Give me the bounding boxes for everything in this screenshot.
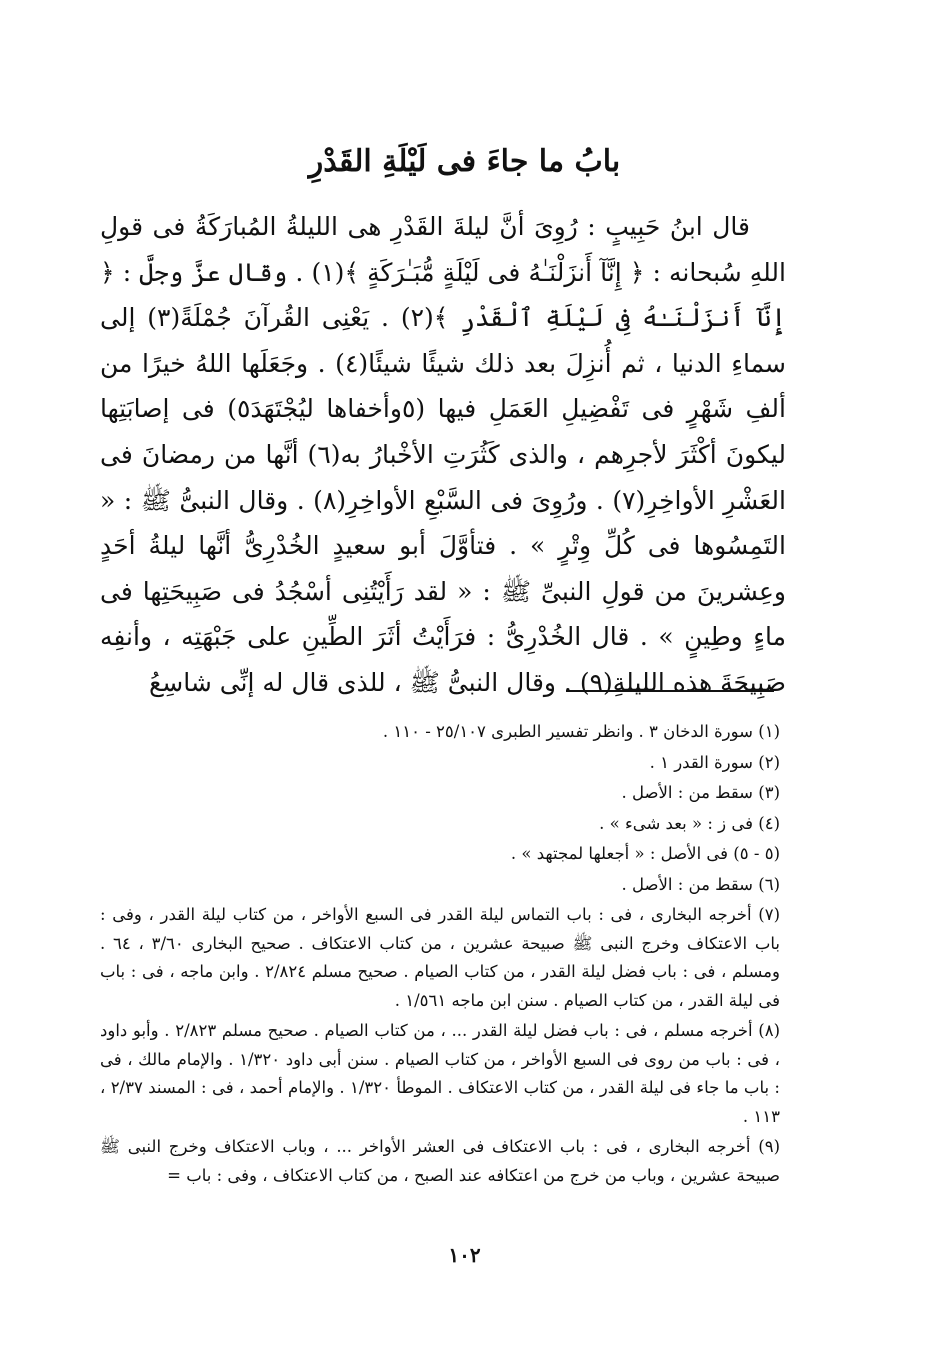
footnote-9: (٩) أخرجه البخارى ، فى : باب الاعتكاف فى العشر الأواخر ... ، وباب الاعتكاف وخرج النبى ﷺ صبيحة عشرين ، وباب من خرج من اعتكافه عند الصبح ، من كتاب الاعتكاف ، وفى : باب = — [100, 1137, 780, 1185]
footnote-5: (٥ - ٥) فى الأصل : « أجعلها لمجتهد » . — [510, 844, 780, 863]
main-paragraph: قال ابنُ حَبِيبٍ : رُوِىَ أنَّ ليلةَ القَدْرِ هى الليلةُ المُبارَكَةُ فى قولِ اللهِ سُبحانه : ﴿ إِنَّآ أَنزَلْنَـٰهُ فى لَيْلَةٍ مُّبَـٰرَكَةٍ ﴾(١) . وقال عزَّ وجلَّ : ﴿ إِنَّآ أَنزَلْنَـٰهُ فِى لَيْلَةِ ٱلْقَدْرِ ﴾(٢) . يَعْنِى القُرآنَ جُمْلَةً(٣) إلى سماءِ الدنيا ، ثم أُنزِلَ بعد ذلك شيئًا شيئًا(٤) . وجَعَلَها اللهُ خيرًا من ألفِ شَهْرٍ فى تَفْضِيلِ العَمَلِ فيها (٥وأخفاها ليُجْتَهَدَ٥) فى إصابَتِها ليكونَ أكْثَرَ لأجرِهم ، والذى كَثُرَتِ الأخْبارُ به(٦) أنَّها من رمضانَ فى العَشْرِ الأواخِرِ(٧) . ورُوِىَ فى السَّبْعِ الأواخِرِ(٨) . وقال النبىُّ ﷺ : « التَمِسُوها فى كُلِّ وِتْرٍ » . فتأوَّلَ أبو سعيدٍ الخُدْرِىُّ أنَّها ليلةُ أحَدٍ وعِشرينَ من قولِ النبىِّ ﷺ : « لقد رَأَيْتُنِى أسْجُدُ فى صَبِيحَتِها فى ماءٍ وطِينٍ » . قال الخُدْرِىُّ : فرَأَيْتُ أثَرَ الطِّينِ على جَبْهَتِه ، وأنفِه صَبِيحَةَ هذه الليلةِ(٩) . وقال النبىُّ ﷺ ، للذى قال له إنِّى شاسِعُ — [100, 212, 787, 697]
footnotes — [100, 718, 780, 1190]
footnote-2: (٢) سورة القدر ١ . — [649, 752, 780, 772]
chapter-title: بابُ ما جاءَ فى لَيْلَةِ القَدْرِ — [308, 144, 621, 179]
footnote-divider — [566, 690, 774, 692]
footnote-4: (٤) فى ز : « بعد شىء » . — [599, 813, 780, 833]
main-text — [100, 204, 786, 706]
footnote-1: (١) سورة الدخان ٣ . وانظر تفسير الطبرى ٢٥/١٠٧ - ١١٠ . — [382, 722, 780, 741]
footnote-8: (٨) أخرجه مسلم ، فى : باب فضل ليلة القدر ... ، من كتاب الصيام . صحيح مسلم ٢/٨٢٣ . وأبو داود ، فى : باب من روى فى السبع الأواخر ، من كتاب الصيام . سنن أبى داود ١/٣٢٠ . والإمام مالك ، فى : باب ما جاء فى ليلة القدر ، من كتاب الاعتكاف . الموطأ ١/٣٢٠ . والإمام أحمد ، فى : المسند ٢/٣٧ ، ١١٣ . — [100, 1021, 780, 1126]
footnote-3: (٣) سقط من : الأصل . — [621, 783, 780, 802]
footnote-7: (٧) أخرجه البخارى ، فى : باب التماس ليلة القدر فى السبع الأواخر ، من كتاب ليلة القدر ، وفى : باب الاعتكاف وخرج النبى ﷺ صبيحة عشرين ، من كتاب الاعتكاف . صحيح البخارى ٣/٦٠ ، ٦٤ . ومسلم ، فى : باب فضل ليلة القدر ، من كتاب الصيام . صحيح مسلم ٢/٨٢٤ . وابن ماجه ، فى : باب فى ليلة القدر ، من كتاب الصيام . سنن ابن ماجه ١/٥٦١ . — [100, 905, 780, 1010]
footnote-6: (٦) سقط من : الأصل . — [621, 874, 780, 894]
page-number: ١٠٢ — [448, 1243, 481, 1267]
